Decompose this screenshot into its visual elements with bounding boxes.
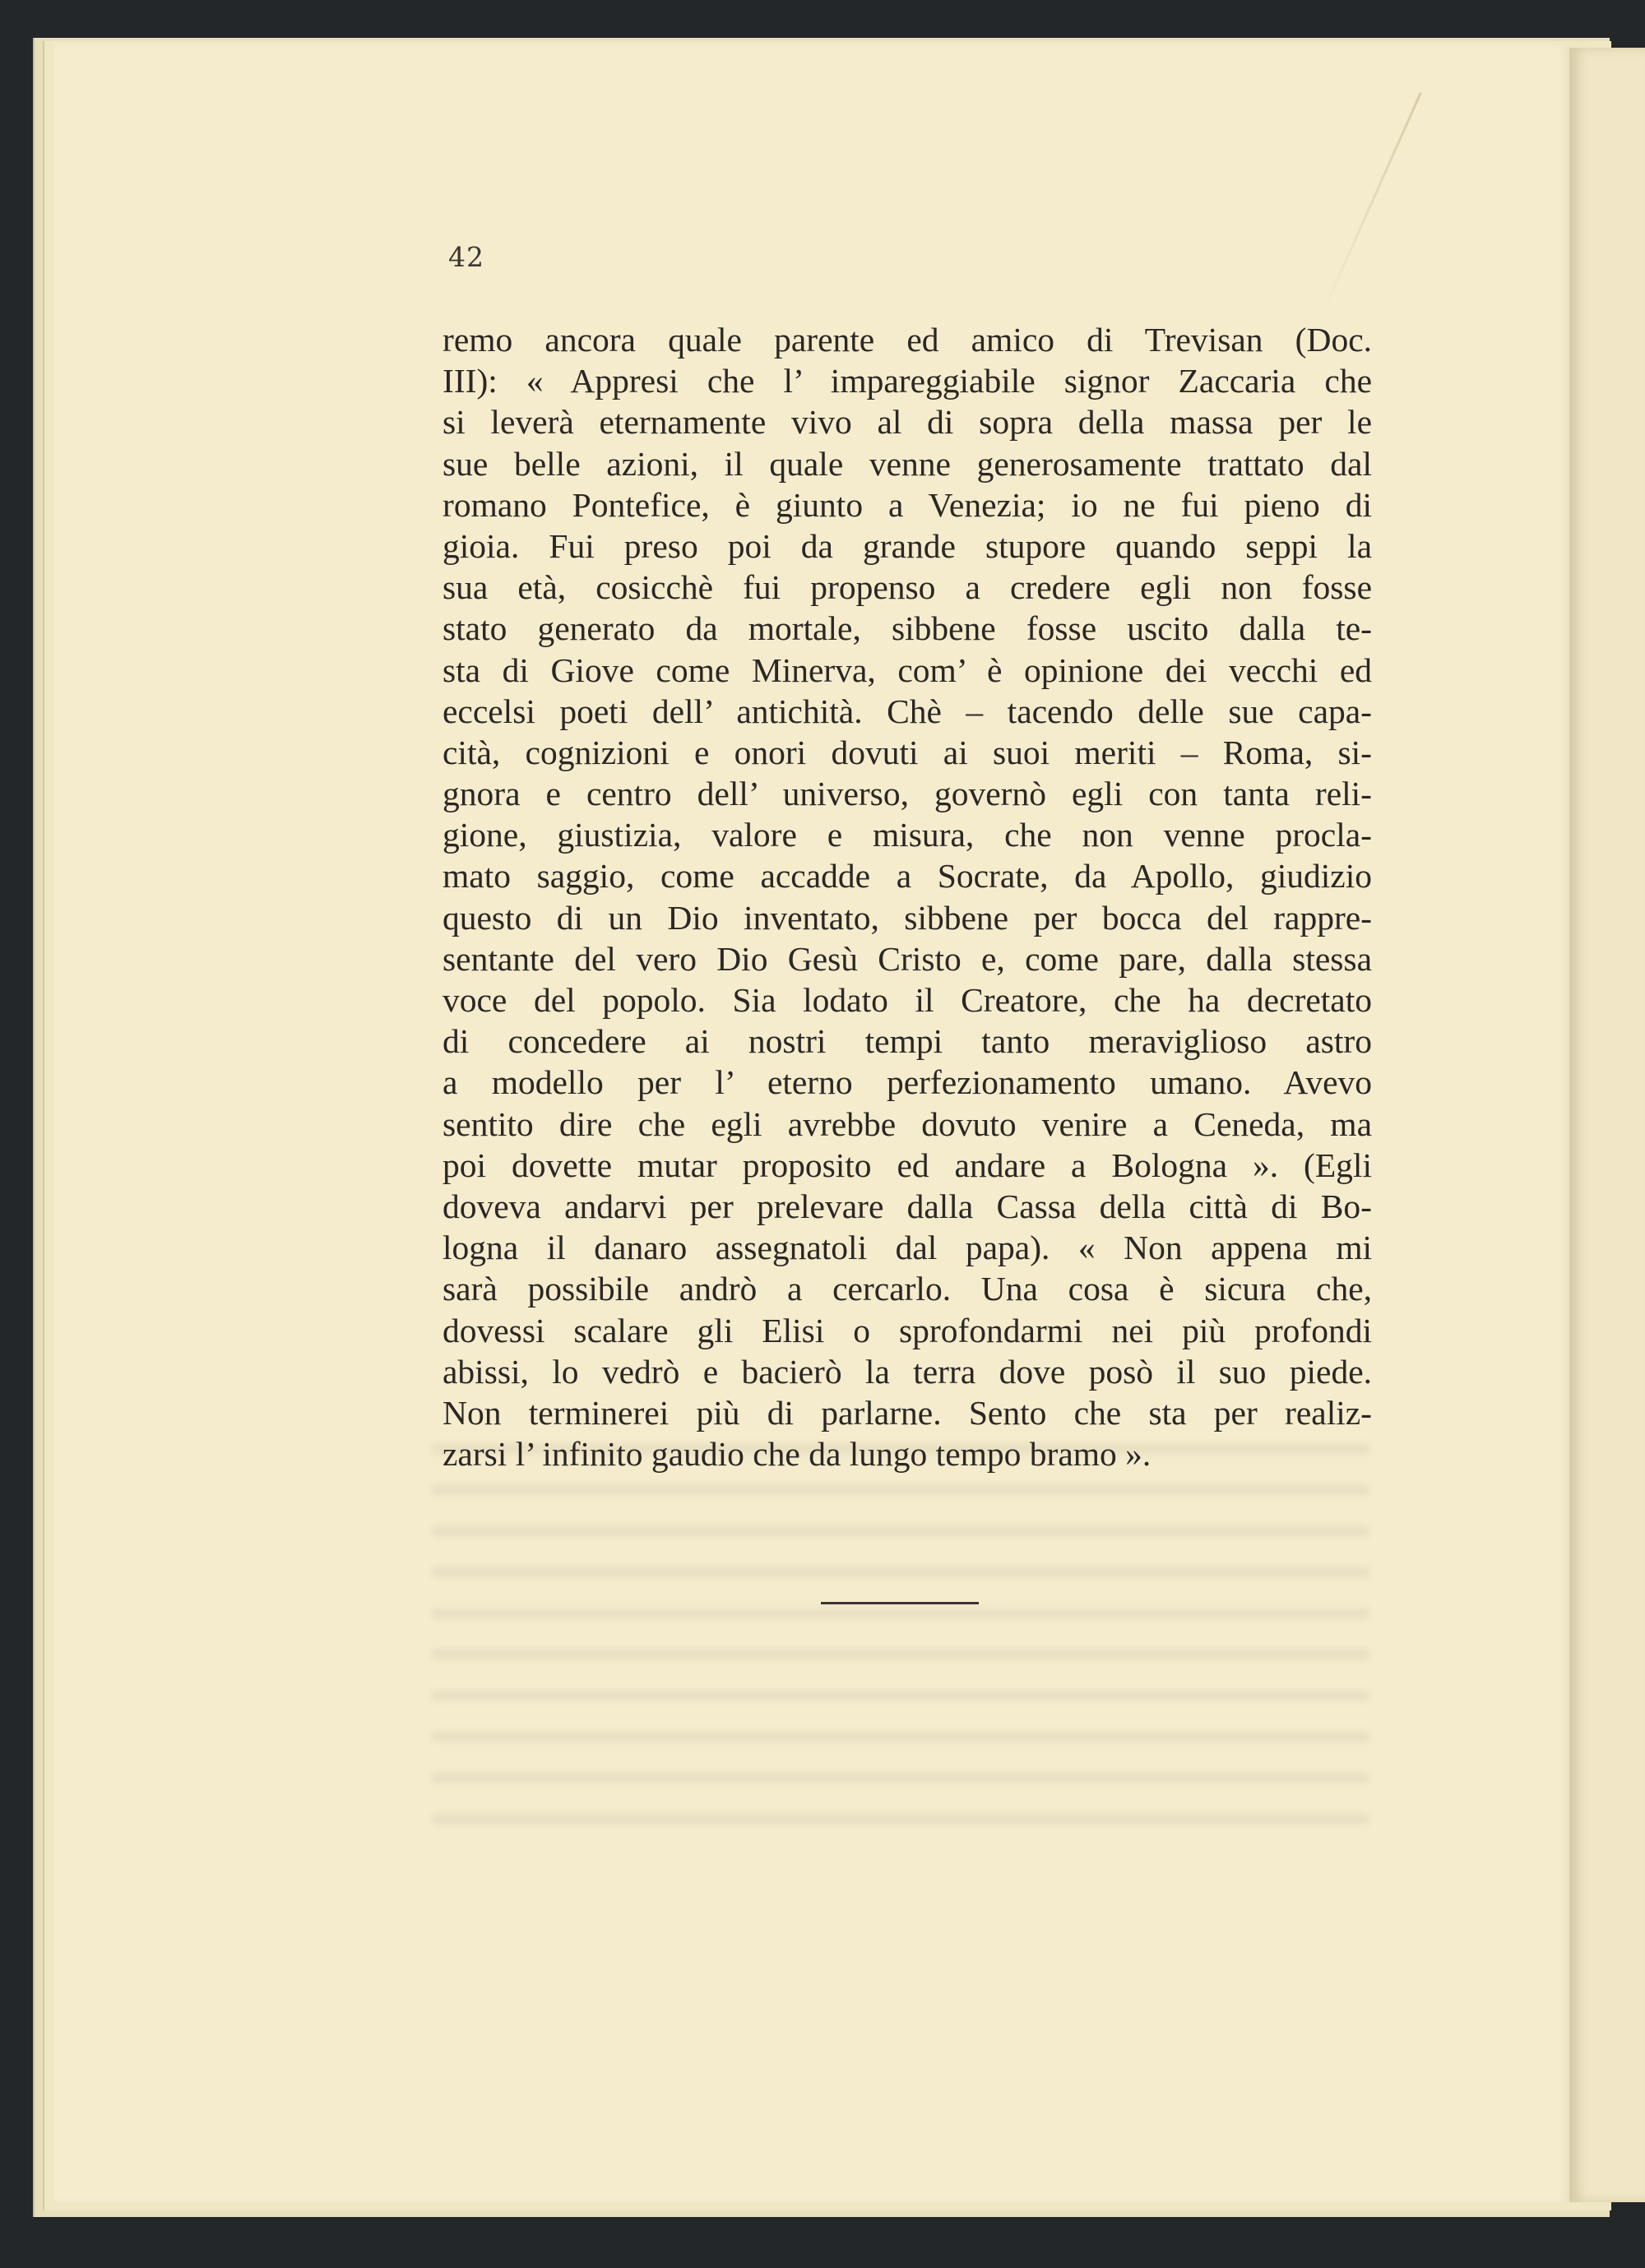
text-line: remo ancora quale parente ed amico di Trevisan (Doc. xyxy=(443,321,1372,359)
text-line: poi dovette mutar proposito ed andare a Bologna ». (Egli xyxy=(443,1146,1372,1184)
text-line: voce del popolo. Sia lodato il Creatore, che ha decretato xyxy=(443,981,1372,1019)
text-line: zarsi l’ infinito gaudio che da lungo tempo bramo ». xyxy=(443,1435,1152,1474)
text-line: abissi, lo vedrò e bacierò la terra dove posò il suo piede. xyxy=(443,1352,1372,1391)
text-line: stato generato da mortale, sibbene fosse uscito dalla te- xyxy=(443,609,1372,648)
text-line: mato saggio, come accadde a Socrate, da Apollo, giudizio xyxy=(443,857,1372,896)
show-through-text xyxy=(432,1443,1369,1838)
text-line: questo di un Dio inventato, sibbene per bocca del rappre- xyxy=(443,898,1372,937)
text-line: sentito dire che egli avrebbe dovuto venire a Ceneda, ma xyxy=(443,1104,1372,1143)
page-crease xyxy=(1319,92,1422,318)
body-text xyxy=(443,319,1372,1474)
text-line: gione, giustizia, valore e misura, che non venne procla- xyxy=(443,816,1372,854)
text-line: doveva andarvi per prelevare dalla Cassa della città di Bo- xyxy=(443,1187,1372,1225)
text-line: logna il danaro assegnatoli dal papa). « Non appena mi xyxy=(443,1229,1372,1267)
text-line: a modello per l’ eterno perfezionamento umano. Avevo xyxy=(443,1063,1372,1102)
text-line: sue belle azioni, il quale venne generosamente trattato dal xyxy=(443,444,1372,483)
text-line: romano Pontefice, è giunto a Venezia; io ne fui pieno di xyxy=(443,485,1372,524)
facing-page-edge xyxy=(1569,48,1645,2202)
text-line: sentante del vero Dio Gesù Cristo e, come pare, dalla stessa xyxy=(443,939,1372,978)
page-number: 42 xyxy=(448,241,484,273)
text-line: si leverà eternamente vivo al di sopra della massa per le xyxy=(443,403,1372,442)
text-line: eccelsi poeti dell’ antichità. Chè – tacendo delle sue capa- xyxy=(443,692,1372,730)
text-line: sarà possibile andrò a cercarlo. Una cosa è sicura che, xyxy=(443,1270,1372,1308)
text-line: dovessi scalare gli Elisi o sprofondarmi nei più profondi xyxy=(443,1311,1372,1349)
section-divider-rule xyxy=(821,1602,979,1604)
text-line: sta di Giove come Minerva, com’ è opinione dei vecchi ed xyxy=(443,650,1372,689)
text-line: sua età, cosicchè fui propenso a credere egli non fosse xyxy=(443,568,1372,607)
text-line: cità, cognizioni e onori dovuti ai suoi meriti – Roma, si- xyxy=(443,733,1372,771)
text-line: III): « Appresi che l’ impareggiabile signor Zaccaria che xyxy=(443,362,1372,400)
text-line: di concedere ai nostri tempi tanto meraviglioso astro xyxy=(443,1022,1372,1061)
text-line: gioia. Fui preso poi da grande stupore quando seppi la xyxy=(443,526,1372,565)
text-line: gnora e centro dell’ universo, governò egli con tanta reli- xyxy=(443,775,1372,813)
text-line: Non terminerei più di parlarne. Sento che sta per realiz- xyxy=(443,1393,1372,1432)
